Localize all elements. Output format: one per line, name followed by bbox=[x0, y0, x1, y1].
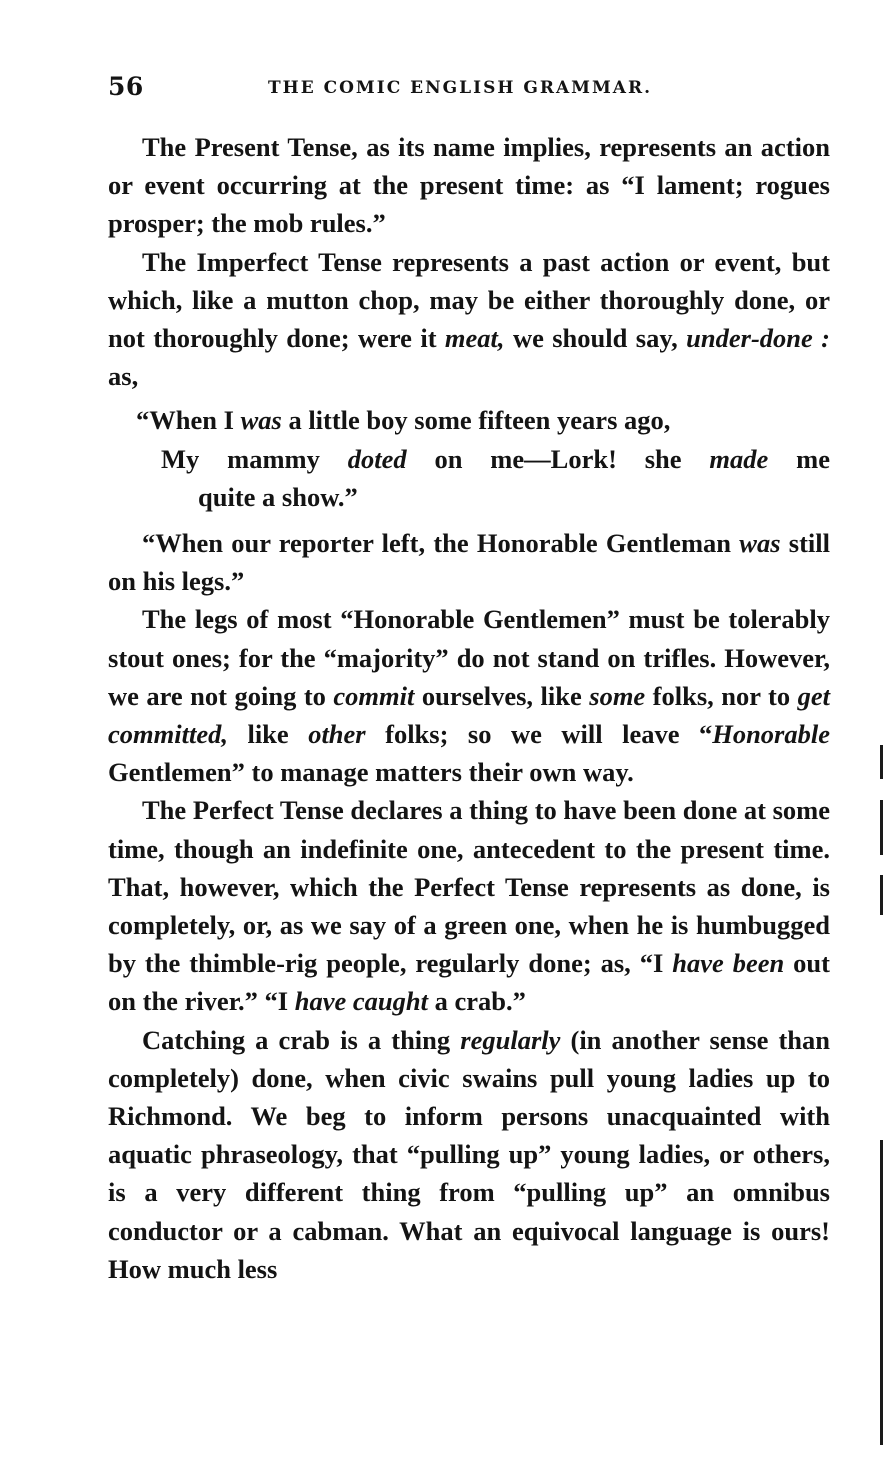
italic-honorable: Honorable bbox=[712, 719, 830, 750]
italic-doted: doted bbox=[347, 443, 407, 474]
paragraph-reporter-quote: “When our reporter left, the Honorable Gentleman was still on his legs.” bbox=[108, 528, 830, 597]
scan-edge-shadow bbox=[880, 745, 884, 1445]
verse-line-1: “When I was a little boy some fifteen years ago, bbox=[136, 405, 671, 436]
italic-meat: meat, bbox=[444, 323, 505, 354]
verse-line-2: My mammy doted on me—Lork! she made me bbox=[161, 443, 830, 474]
paragraph-present-tense: The Present Tense, as its name implies, represents an action or event occurring at the present time: as “I lament; rogues prosper; the mob rules.” bbox=[108, 132, 830, 239]
italic-under-done: under-done : bbox=[686, 323, 831, 354]
scan-edge-mark bbox=[880, 875, 883, 915]
paragraph-imperfect-tense: The Imperfect Tense represents a past action or event, but which, like a mutton chop, may be either thoroughly done, or not thoroughly done; were it meat, we should say, under-done : as, bbox=[108, 246, 831, 392]
paragraph-honorable-legs: The legs of most “Honorable Gentlemen” must be tolerably stout ones; for the “majority” do not stand on trifles. However, we are not going to commit ourselves, like some folks, nor to get committed, like other folks; so we will leave “Honorable Gentlemen” to manage matters their own way. bbox=[108, 604, 831, 788]
italic-regularly: regularly bbox=[460, 1024, 561, 1055]
paragraph-catching-crab: Catching a crab is a thing regularly (in another sense than completely) done, when civic swains pull young ladies up to Richmond. We beg to inform persons unacquainted with aquatic phraseology, that “pulling up” young ladies, or others, is a very different thing from “pulling up” an omnibus conductor or a cabman. What an equivocal language is ours! How much less bbox=[108, 1024, 830, 1284]
scan-edge-mark bbox=[880, 745, 883, 779]
italic-have-caught: have caught bbox=[294, 986, 428, 1017]
italic-was: was bbox=[240, 405, 282, 436]
italic-was-2: was bbox=[739, 528, 781, 559]
body-text bbox=[108, 128, 830, 1288]
running-head: THE COMIC ENGLISH GRAMMAR. bbox=[268, 78, 653, 98]
scan-edge-mark bbox=[880, 1140, 883, 1445]
italic-commit: commit bbox=[333, 680, 415, 711]
italic-get-committed: get committed, bbox=[108, 680, 831, 750]
italic-some: some bbox=[589, 680, 646, 711]
italic-other: other bbox=[308, 719, 366, 750]
italic-have-been: have been bbox=[672, 948, 785, 979]
paragraph-perfect-tense: The Perfect Tense declares a thing to have been done at some time, though an indefinite one, antecedent to the present time. That, however, which the Perfect Tense represents as done, is completely, or, as we say of a green one, when he is humbugged by the thimble-rig people, regularly done; as, “I have been out on the river.” “I have caught a crab.” bbox=[108, 795, 830, 1017]
italic-made: made bbox=[709, 443, 769, 474]
verse-line-3: quite a show.” bbox=[198, 481, 358, 512]
page-number: 56 bbox=[108, 72, 144, 101]
verse-quotation bbox=[108, 401, 830, 516]
page-header bbox=[108, 72, 830, 106]
scan-edge-mark bbox=[880, 800, 883, 855]
